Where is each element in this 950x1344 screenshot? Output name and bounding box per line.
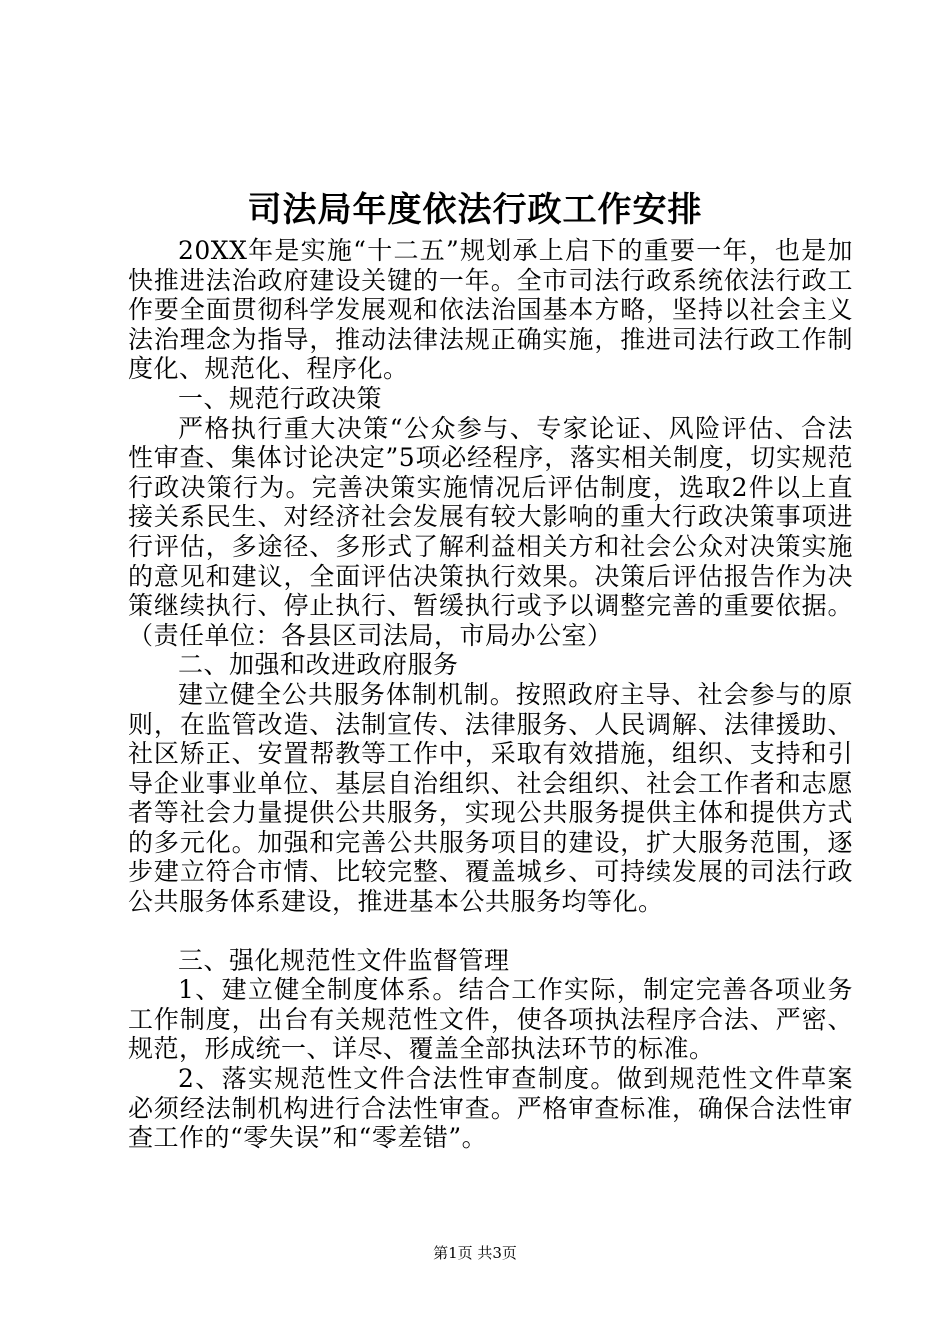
blank-line xyxy=(128,917,853,946)
section-2-paragraph-1: 建立健全公共服务体制机制。按照政府主导、社会参与的原则，在监管改造、法制宣传、法律服务、人民调解、法律援助、社区矫正、安置帮教等工作中，采取有效措施，组织、支持和引导企业事业单位、基层自治组织、社会组织、社会工作者和志愿者等社会力量提供公共服务，实现公共服务提供主体和提供方式的多元化。加强和完善公共服务项目的建设，扩大服务范围，逐步建立符合市情、比较完整、覆盖城乡、可持续发展的司法行政公共服务体系建设，推进基本公共服务均等化。 xyxy=(128,679,853,917)
section-heading-1: 一、规范行政决策 xyxy=(178,383,383,413)
section-3-paragraph-1: 1、建立健全制度体系。结合工作实际，制定完善各项业务工作制度，出台有关规范性文件，使各项执法程序合法、严密、规范，形成统一、详尽、覆盖全部执法环节的标准。 xyxy=(128,975,853,1064)
document-body xyxy=(128,236,853,1153)
section-heading-3: 三、强化规范性文件监督管理 xyxy=(178,945,510,975)
document-title: 司法局年度依法行政工作安排 xyxy=(247,190,703,230)
section-1-paragraph-1: 严格执行重大决策“公众参与、专家论证、风险评估、合法性审查、集体讨论决定”5项必经程序，落实相关制度，切实规范行政决策行为。完善决策实施情况后评估制度，选取2件以上直接关系民生、对经济社会发展有较大影响的重大行政决策事项进行评估，多途径、多形式了解利益相关方和社会公众对决策实施的意见和建议，全面评估决策执行效果。决策后评估报告作为决策继续执行、停止执行、暂缓执行或予以调整完善的重要依据。（责任单位：各县区司法局，市局办公室） xyxy=(128,413,853,650)
page-number-footer: 第1页 共3页 xyxy=(433,1244,517,1262)
section-3-paragraph-2: 2、落实规范性文件合法性审查制度。做到规范性文件草案必须经法制机构进行合法性审查。严格审查标准，确保合法性审查工作的“零失误”和“零差错”。 xyxy=(128,1064,853,1153)
intro-paragraph: 20XX年是实施“十二五”规划承上启下的重要一年，也是加快推进法治政府建设关键的一年。全市司法行政系统依法行政工作要全面贯彻科学发展观和依法治国基本方略，坚持以社会主义法治理念为指导，推动法律法规正确实施，推进司法行政工作制度化、规范化、程序化。 xyxy=(128,236,853,384)
section-heading-2: 二、加强和改进政府服务 xyxy=(178,650,459,680)
